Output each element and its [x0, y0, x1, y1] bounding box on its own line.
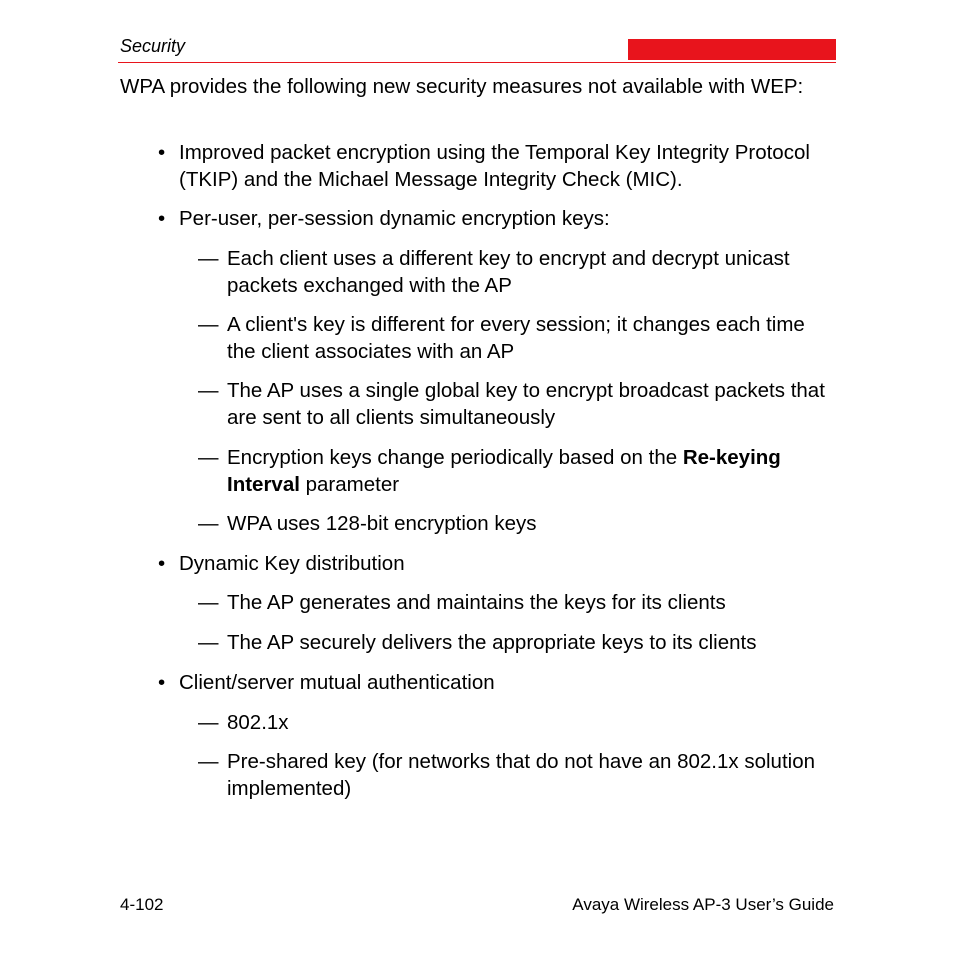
bullet-icon: • [158, 671, 166, 694]
dash-icon: — [198, 711, 219, 734]
intro-paragraph: WPA provides the following new security measures not available with WEP: [120, 75, 804, 98]
dash-text: The AP generates and maintains the keys for its clients [227, 591, 726, 614]
dash-item [198, 511, 838, 538]
dash-icon: — [198, 591, 219, 614]
bullet-text: Dynamic Key distribution [179, 552, 405, 575]
bullet-item [158, 140, 838, 193]
dash-text: The AP uses a single global key to encrypt broadcast packets that are sent to all clients simultaneously [227, 379, 825, 429]
dash-text: Each client uses a different key to encrypt and decrypt unicast packets exchanged with the AP [227, 247, 790, 297]
bullet-icon: • [158, 207, 166, 230]
header-rule [118, 62, 836, 63]
dash-icon: — [198, 750, 219, 773]
dash-icon: — [198, 512, 219, 535]
bullet-text: Client/server mutual authentication [179, 671, 495, 694]
dash-item [198, 246, 838, 299]
footer-page-number: 4-102 [120, 895, 164, 914]
dash-text: WPA uses 128-bit encryption keys [227, 512, 537, 535]
header-section-title: Security [120, 36, 186, 56]
dash-icon: — [198, 247, 219, 270]
dash-text-suffix: parameter [299, 472, 400, 496]
dash-item [198, 445, 838, 498]
dash-text: A client's key is different for every session; it changes each time the client associates with an AP [227, 313, 805, 363]
dash-text: The AP securely delivers the appropriate keys to its clients [227, 631, 757, 654]
dash-icon: — [198, 313, 219, 336]
dash-icon: — [198, 446, 219, 469]
dash-item [198, 630, 838, 657]
dash-item [198, 749, 838, 802]
bullet-text: Improved packet encryption using the Temporal Key Integrity Protocol (TKIP) and the Michael Message Integrity Check (MIC). [179, 141, 810, 191]
bullet-icon: • [158, 552, 166, 575]
dash-text: Pre-shared key (for networks that do not have an 802.1x solution implemented) [227, 750, 816, 800]
dash-text [198, 445, 838, 498]
bullet-item [158, 670, 838, 697]
header-accent-bar [628, 39, 836, 60]
dash-item [198, 590, 838, 617]
dash-text: 802.1x [227, 711, 289, 734]
dash-item [198, 710, 838, 737]
bullet-item [158, 206, 838, 233]
rekeying-interval-term: Re-keying Interval [227, 446, 781, 496]
dash-icon: — [198, 631, 219, 654]
dash-item [198, 378, 838, 431]
footer-guide-title: Avaya Wireless AP-3 User’s Guide [572, 895, 834, 914]
dash-icon: — [198, 379, 219, 402]
dash-text-prefix: Encryption keys change periodically based on the [227, 446, 683, 469]
bullet-icon: • [158, 141, 166, 164]
dash-item [198, 312, 838, 365]
bullet-item [158, 551, 838, 578]
bullet-text: Per-user, per-session dynamic encryption keys: [179, 207, 610, 230]
